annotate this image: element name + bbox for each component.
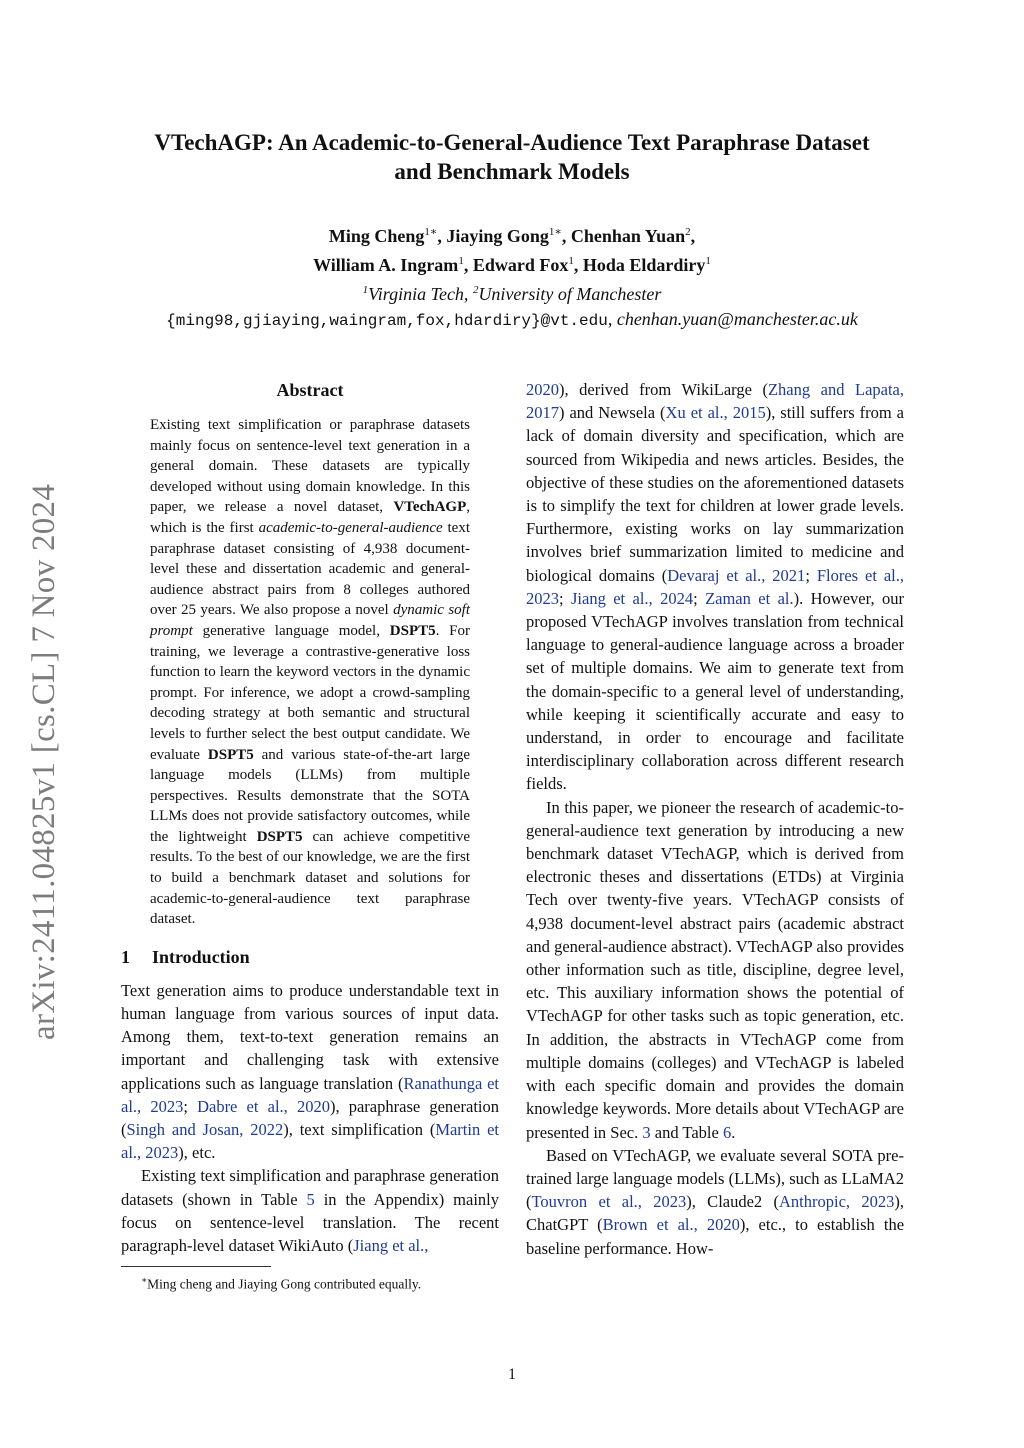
- right-paragraph-2: [526, 796, 904, 1144]
- affil-manchester: University of Manchester: [478, 284, 662, 304]
- citation-link[interactable]: Jiang et al., 2024: [570, 588, 694, 608]
- author-sup: 1: [705, 255, 711, 267]
- left-column: [121, 378, 499, 1294]
- section-ref-link[interactable]: 3: [642, 1122, 651, 1142]
- author-sup: 1: [568, 255, 574, 267]
- author-name: Edward Fox: [472, 255, 569, 275]
- text-run: ) and Newsela (: [559, 403, 666, 423]
- text-run: Based on VTechAGP, we evaluate several SOTA pre-trained large language models (LLMs), such as LLaMA2 (: [526, 1145, 904, 1212]
- author-line-1: Ming Cheng$^{1∗}$, Jiaying Gong$^{1∗}$, Chenhan Yuan$^2$,: [328, 226, 696, 246]
- footnote: [141, 1271, 499, 1294]
- email-manchester[interactable]: chenhan.yuan@manchester.ac.uk: [616, 309, 858, 329]
- affiliations: [100, 278, 924, 307]
- author-line-2: William A. Ingram$^1$, Edward Fox$^1$, Hoda Eldardiry$^1$: [313, 255, 711, 275]
- right-paragraph-1: [526, 378, 904, 796]
- section-number: 1: [121, 946, 130, 967]
- intro-paragraph-1: [121, 979, 499, 1165]
- text-run: In this paper, we pioneer the research of academic-to-general-audience text generation by introducing a new benchmark dataset VTechAGP, which is derived from electronic theses and dissertations (ETDs) at Virginia Tech over twenty-five years. VTechAGP consists of 4,938 document-level abstract pairs (academic abstract and general-audience abstract). VTechAGP also provides other information such as title, discipline, degree level, etc. This auxiliary information shows the potential of VTechAGP for other tasks such as topic generation, etc. In addition, the abstracts in VTechAGP come from multiple domains (colleges) and VTechAGP is labeled with each specific domain and provides the domain knowledge keywords. More details about VTechAGP are presented in Sec.: [526, 797, 904, 1142]
- text-run: generative language model,: [192, 622, 390, 639]
- text-run: Existing text simplification or paraphrase datasets mainly focus on sentence-level text generation in a general domain. These datasets are typically developed without using domain knowledge. In this paper, we release a novel dataset,: [150, 417, 470, 516]
- abstract-heading: Abstract: [276, 380, 344, 400]
- text-run: ;: [693, 588, 706, 608]
- model-name: DSPT5: [207, 746, 254, 763]
- text-run: ;: [559, 588, 571, 608]
- citation-link[interactable]: Dabre et al., 2020: [197, 1096, 330, 1116]
- author-sup: 2: [685, 226, 691, 238]
- text-run: and Table: [650, 1122, 723, 1142]
- text-run: Text generation aims to produce understandable text in human language from various sources of input data. Among them, text-to-text generation remains an important and challenging task with extensive applications such as language translation (: [121, 980, 499, 1093]
- author-name: William A. Ingram: [313, 255, 459, 275]
- section-title: Introduction: [152, 946, 250, 967]
- text-run: , which is the first: [150, 499, 470, 536]
- author-sup: 1: [458, 255, 464, 267]
- text-run: ). However, our proposed VTechAGP involves translation from technical language to general-audience language across a broader set of multiple domains. We aim to generate text from the domain-specific to a general level of understanding, while keeping it scientifically accurate and easy to understand, in order to encourage and facilitate interdisciplinary collaboration across different research fields.: [526, 588, 904, 794]
- citation-link[interactable]: Xu et al., 2015: [665, 403, 766, 423]
- right-column: [526, 378, 904, 1260]
- text-run: Existing text simplification and paraphrase generation datasets (shown in Table: [121, 1166, 499, 1209]
- footnote-text: Ming cheng and Jiaying Gong contributed equally.: [147, 1276, 422, 1292]
- text-run: ), ChatGPT (: [526, 1192, 904, 1235]
- title-line-1: VTechAGP: An Academic-to-General-Audience Text Paraphrase Dataset: [154, 130, 870, 155]
- citation-link[interactable]: Ranathunga et al., 2023: [121, 1073, 499, 1116]
- citation-link[interactable]: Zhang and Lapata, 2017: [526, 380, 904, 423]
- affil-virginia-tech: Virginia Tech,: [368, 284, 473, 304]
- abstract-text: [150, 415, 470, 930]
- author-name: Ming Cheng: [328, 226, 425, 246]
- citation-link[interactable]: Martin et al., 2023: [121, 1120, 499, 1163]
- footnote-mark: ∗: [141, 1275, 148, 1286]
- text-run: can achieve competitive results. To the best of our knowledge, we are the first to build a benchmark dataset and solutions for academic-to-general-audience text paraphrase dataset.: [150, 828, 470, 928]
- text-run: text paraphrase dataset consisting of 4,938 document-level these and dissertation academic and general-audience abstract pairs from 8 colleges authored over 25 years. We also propose a novel: [150, 519, 470, 619]
- text-run: ), text simplification (: [283, 1120, 436, 1140]
- affil-sup: 1: [362, 284, 369, 296]
- page-number: 1: [508, 1366, 516, 1383]
- email-vt[interactable]: {ming98,gjiaying,waingram,fox,hdardiry}@vt.edu: [166, 312, 608, 330]
- citation-link[interactable]: Touvron et al., 2023: [531, 1192, 687, 1212]
- affil-sup: 2: [472, 284, 479, 296]
- dataset-name: VTechAGP: [393, 499, 467, 516]
- citation-link[interactable]: 2020: [526, 380, 559, 399]
- text-run: in the Appendix) mainly focus on sentence-level translation. The recent paragraph-level dataset WikiAuto (: [121, 1189, 499, 1256]
- email-separator: ,: [607, 309, 617, 329]
- author-block: [100, 220, 924, 334]
- author-emails: [100, 307, 924, 334]
- text-run: ), paraphrase generation (: [121, 1096, 499, 1140]
- text-run: ), derived from WikiLarge (: [559, 380, 768, 399]
- citation-link[interactable]: Singh and Josan, 2022: [126, 1120, 284, 1140]
- text-run: .: [731, 1122, 736, 1142]
- arxiv-identifier-stamp: arXiv:2411.04825v1 [cs.CL] 7 Nov 2024: [26, 483, 62, 1040]
- text-run: and various state-of-the-art large language models (LLMs) from multiple perspectives. Results demonstrate that the SOTA LLMs does not provide satisfactory outcomes, while the lightweight: [150, 746, 471, 845]
- table-ref-link[interactable]: 6: [722, 1122, 732, 1142]
- author-sup: 1∗: [548, 226, 562, 238]
- model-name: DSPT5: [389, 622, 436, 639]
- citation-link[interactable]: Devaraj et al., 2021: [667, 565, 806, 585]
- emphasis: academic-to-general-audience: [258, 519, 443, 536]
- text-run: ;: [183, 1096, 198, 1116]
- citation-link[interactable]: Anthropic, 2023: [779, 1192, 895, 1212]
- right-paragraph-3: [526, 1144, 904, 1260]
- citation-link[interactable]: Jiang et al.,: [353, 1236, 429, 1256]
- text-run: ), etc.: [178, 1143, 216, 1163]
- title-line-2: and Benchmark Models: [394, 159, 630, 184]
- model-name: DSPT5: [256, 828, 303, 845]
- author-name: Chenhan Yuan: [570, 226, 686, 246]
- section-heading-introduction: [121, 945, 499, 969]
- citation-link[interactable]: Zaman et al.: [705, 588, 794, 608]
- table-ref-link[interactable]: 5: [306, 1189, 315, 1209]
- text-run: ), Claude2 (: [686, 1192, 779, 1212]
- intro-paragraph-2: [121, 1164, 499, 1257]
- text-run: . For training, we leverage a contrastive-generative loss function to learn the keyword vectors in the dynamic prompt. For inference, we adopt a crowd-sampling decoding strategy at both semantic and structural levels to further select the best output candidate. We evaluate: [150, 622, 470, 763]
- emphasis: dynamic soft prompt: [150, 602, 470, 639]
- author-name: Jiaying Gong: [446, 226, 549, 246]
- citation-link[interactable]: Brown et al., 2020: [602, 1215, 740, 1235]
- text-run: ), still suffers from a lack of domain diversity and specification, which are sourced from Wikipedia and news articles. Besides, the objective of these studies on the aforementioned datasets is to simplify the text for children at lower grade levels. Furthermore, existing works on lay summarization involves brief summarization limited to medicine and biological domains (: [526, 403, 904, 585]
- footnote-rule: [121, 1266, 271, 1267]
- citation-link[interactable]: Flores et al., 2023: [526, 565, 904, 608]
- paper-title: [100, 128, 924, 186]
- author-name: Hoda Eldardiry: [582, 255, 706, 275]
- text-run: ), etc., to establish the baseline performance. How-: [526, 1215, 905, 1258]
- author-sup: 1∗: [424, 226, 438, 238]
- text-run: ;: [805, 565, 817, 585]
